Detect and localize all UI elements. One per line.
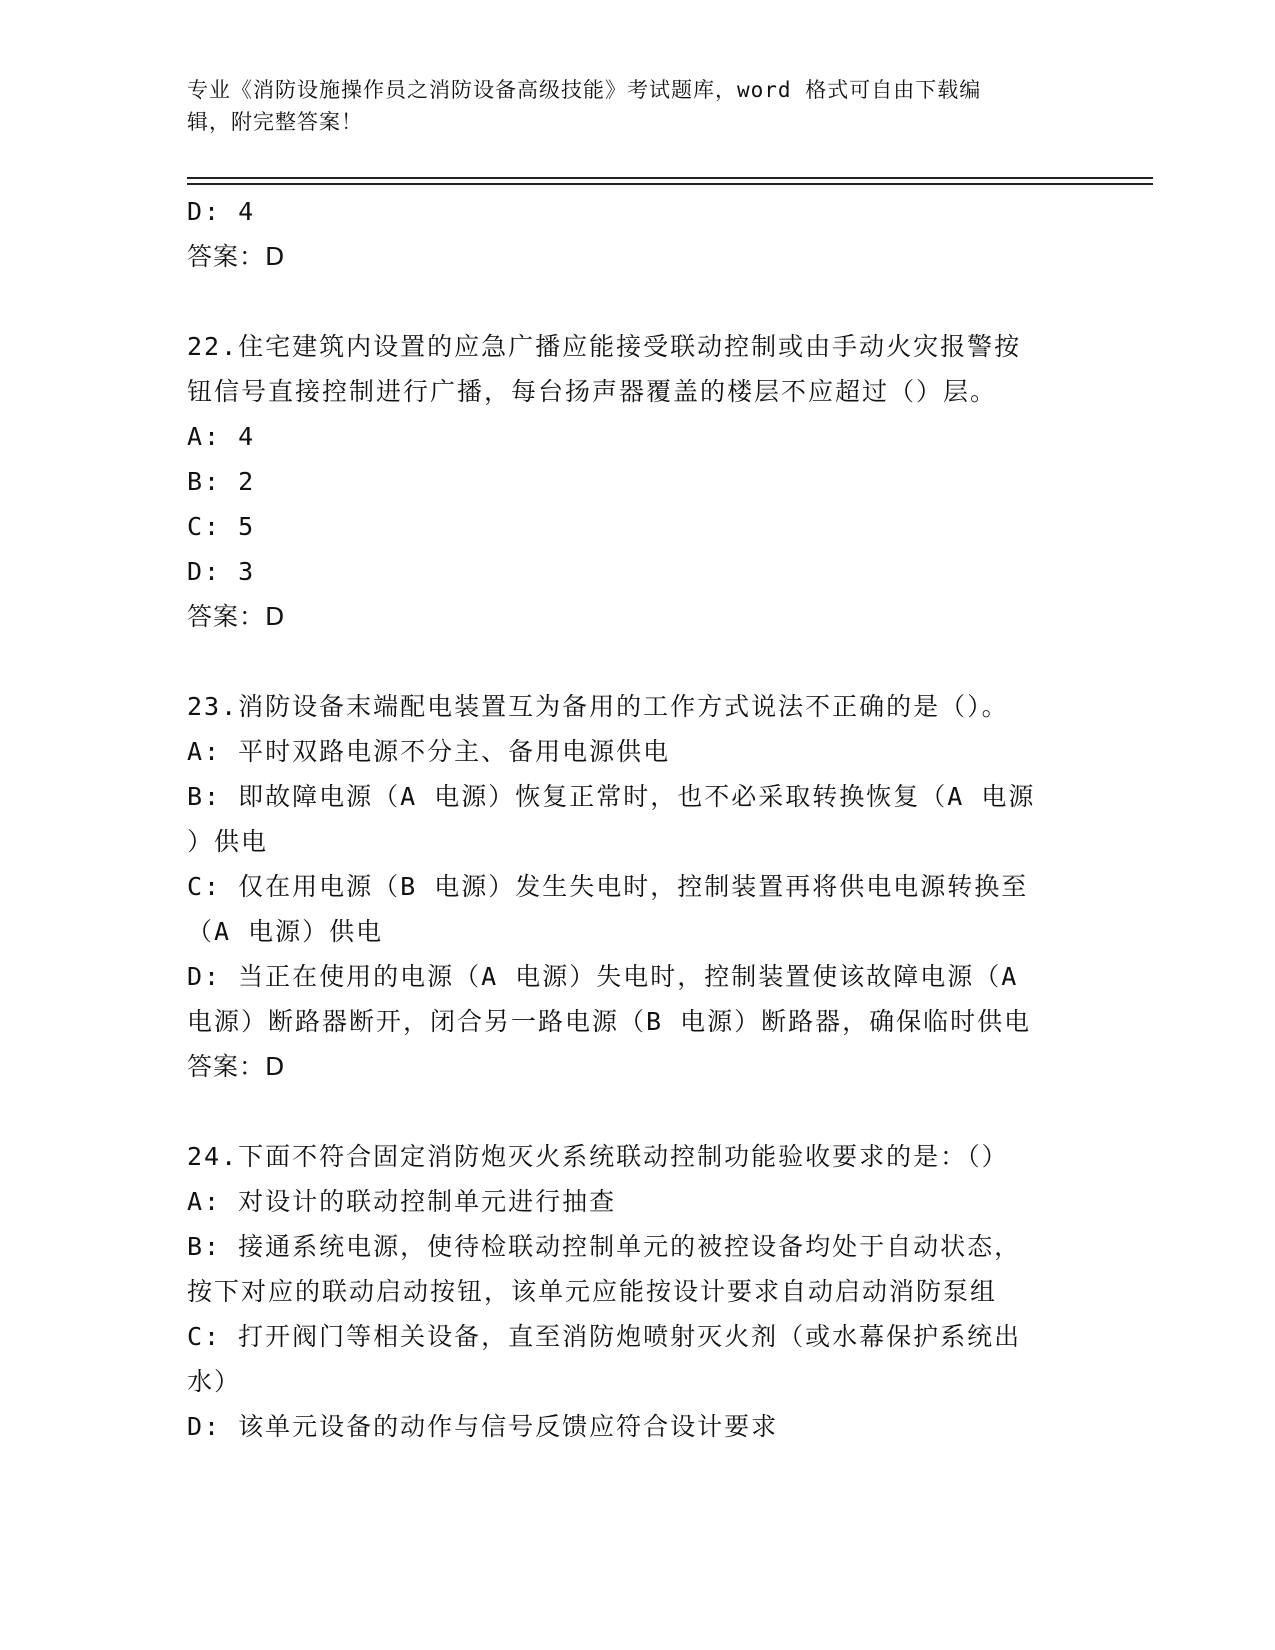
option-b: B: 接通系统电源，使待检联动控制单元的被控设备均处于自动状态， — [187, 1232, 1022, 1261]
answer-line: 答案：D — [187, 242, 286, 271]
option-a: A: 平时双路电源不分主、备用电源供电 — [187, 737, 671, 766]
option-b-continued: 按下对应的联动启动按钮，该单元应能按设计要求自动启动消防泵组 — [187, 1277, 998, 1306]
option-c: C: 仅在用电源（B 电源）发生失电时，控制装置再将供电电源转换至 — [187, 872, 1029, 901]
header-line-1: 专业《消防设施操作员之消防设备高级技能》考试题库，word 格式可自由下载编 — [187, 78, 982, 102]
option-c: C: 5 — [187, 512, 256, 541]
spacer — [187, 1089, 1087, 1134]
option-d: D: 当正在使用的电源（A 电源）失电时，控制装置使该故障电源（A — [187, 962, 1019, 991]
question-stem: 22.住宅建筑内设置的应急广播应能接受联动控制或由手动火灾报警按 — [187, 332, 1022, 361]
question-21-tail — [187, 189, 1087, 279]
question-24 — [187, 1134, 1087, 1449]
option-c: C: 打开阀门等相关设备，直至消防炮喷射灭火剂（或水幕保护系统出 — [187, 1322, 1022, 1351]
header-rule-bottom — [187, 183, 1153, 185]
spacer — [187, 639, 1087, 684]
option-b: B: 2 — [187, 467, 256, 496]
question-23 — [187, 684, 1087, 1089]
spacer — [187, 279, 1087, 324]
answer-line: 答案：D — [187, 602, 286, 631]
option-c-continued: 水） — [187, 1367, 242, 1396]
option-a: A: 对设计的联动控制单元进行抽查 — [187, 1187, 617, 1216]
question-stem: 钮信号直接控制进行广播，每台扬声器覆盖的楼层不应超过（）层。 — [187, 377, 998, 406]
page-header — [187, 74, 1067, 138]
question-22 — [187, 324, 1087, 639]
option-b-continued: ）供电 — [187, 827, 269, 856]
answer-line: 答案：D — [187, 1052, 286, 1081]
option-d: D: 4 — [187, 197, 256, 226]
option-d: D: 该单元设备的动作与信号反馈应符合设计要求 — [187, 1412, 779, 1441]
question-list — [187, 189, 1087, 1449]
question-stem: 23.消防设备末端配电装置互为备用的工作方式说法不正确的是（）。 — [187, 692, 1009, 721]
header-line-2: 辑，附完整答案！ — [187, 110, 363, 134]
header-rule-top — [187, 177, 1153, 179]
option-b: B: 即故障电源（A 电源）恢复正常时，也不必采取转换恢复（A 电源 — [187, 782, 1036, 811]
option-a: A: 4 — [187, 422, 256, 451]
question-stem: 24.下面不符合固定消防炮灭火系统联动控制功能验收要求的是：（） — [187, 1142, 1009, 1171]
option-d-continued: 电源）断路器断开，闭合另一路电源（B 电源）断路器，确保临时供电 — [187, 1007, 1032, 1036]
option-d: D: 3 — [187, 557, 256, 586]
option-c-continued: （A 电源）供电 — [187, 917, 384, 946]
